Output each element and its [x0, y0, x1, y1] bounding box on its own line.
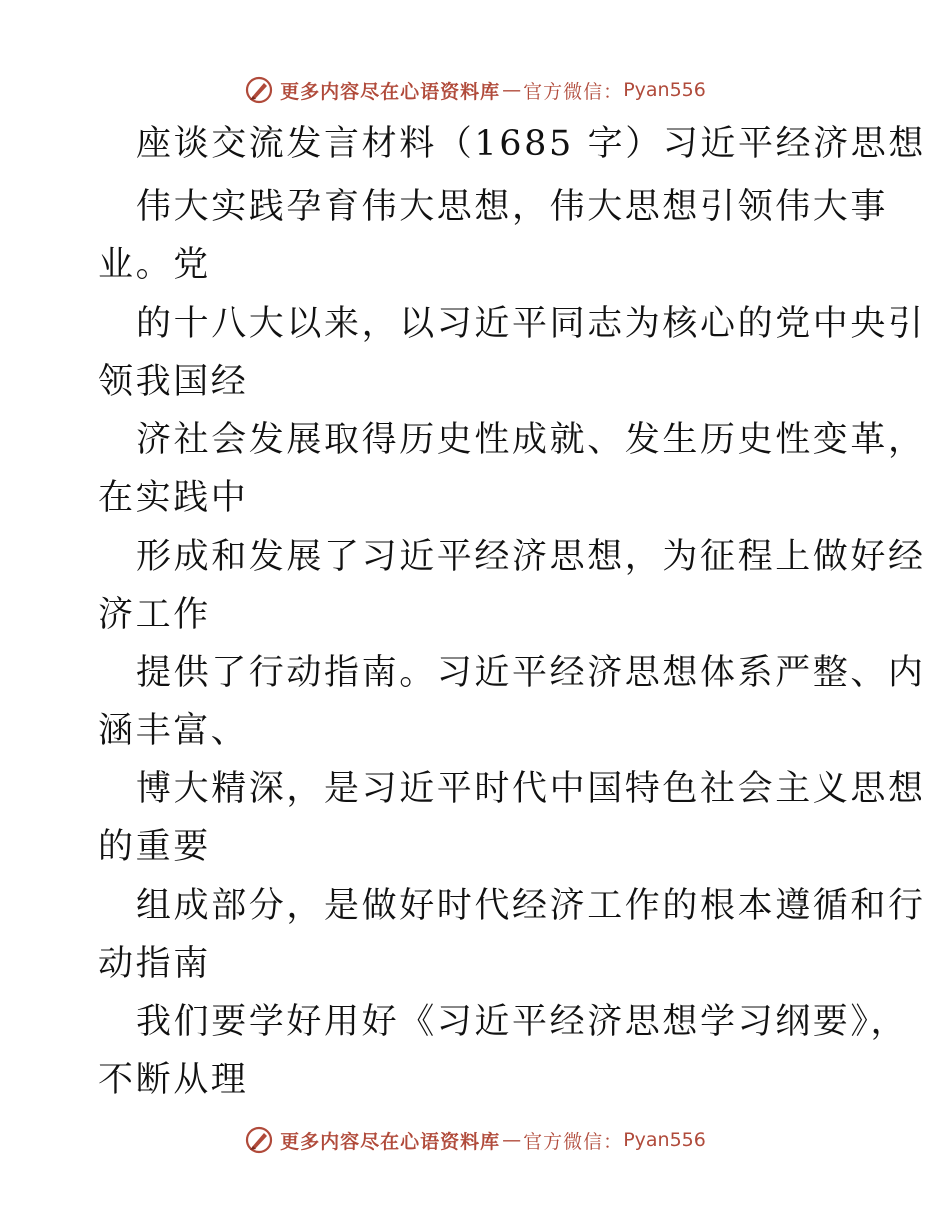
- banner-separator: —: [502, 79, 522, 101]
- text-line: 动指南: [98, 944, 211, 984]
- pen-logo-icon: [244, 1125, 274, 1155]
- text-line: 的十八大以来，以习近平同志为核心的党中央引: [136, 304, 926, 344]
- text-line: 形成和发展了习近平经济思想，为征程上做好经: [136, 537, 926, 577]
- banner-text: 更多内容尽在心语资料库: [280, 80, 501, 103]
- text-line: 不断从理: [98, 1060, 249, 1100]
- header-banner: [0, 70, 950, 110]
- text-line: 组成部分，是做好时代经济工作的根本遵循和行: [136, 886, 926, 926]
- banner-separator: —: [502, 1129, 522, 1151]
- text-line: 涵丰富、: [98, 711, 249, 751]
- text-line: 业。党: [98, 245, 211, 285]
- text-line: 的重要: [98, 827, 211, 867]
- text-line: 我们要学好用好《习近平经济思想学习纲要》，: [136, 1002, 909, 1042]
- banner-text: 更多内容尽在心语资料库: [280, 1130, 501, 1153]
- wechat-label: 官方微信：: [523, 80, 624, 103]
- text-line: 济社会发展取得历史性成就、发生历史性变革，: [136, 420, 926, 460]
- text-line: 伟大实践孕育伟大思想，伟大思想引领伟大事: [136, 187, 889, 227]
- wechat-label: 官方微信：: [523, 1130, 624, 1153]
- text-line: 在实践中: [98, 478, 249, 518]
- text-line: 领我国经: [98, 362, 249, 402]
- footer-banner: [0, 1120, 950, 1160]
- text-line: 博大精深，是习近平时代中国特色社会主义思想: [136, 769, 926, 809]
- text-line: 座谈交流发言材料（1685 字）习近平经济思想: [136, 124, 926, 164]
- wechat-id: Pyan556: [623, 79, 706, 101]
- text-line: 济工作: [98, 595, 211, 635]
- wechat-id: Pyan556: [623, 1129, 706, 1151]
- pen-logo-icon: [244, 75, 274, 105]
- text-line: 提供了行动指南。习近平经济思想体系严整、内: [136, 653, 926, 693]
